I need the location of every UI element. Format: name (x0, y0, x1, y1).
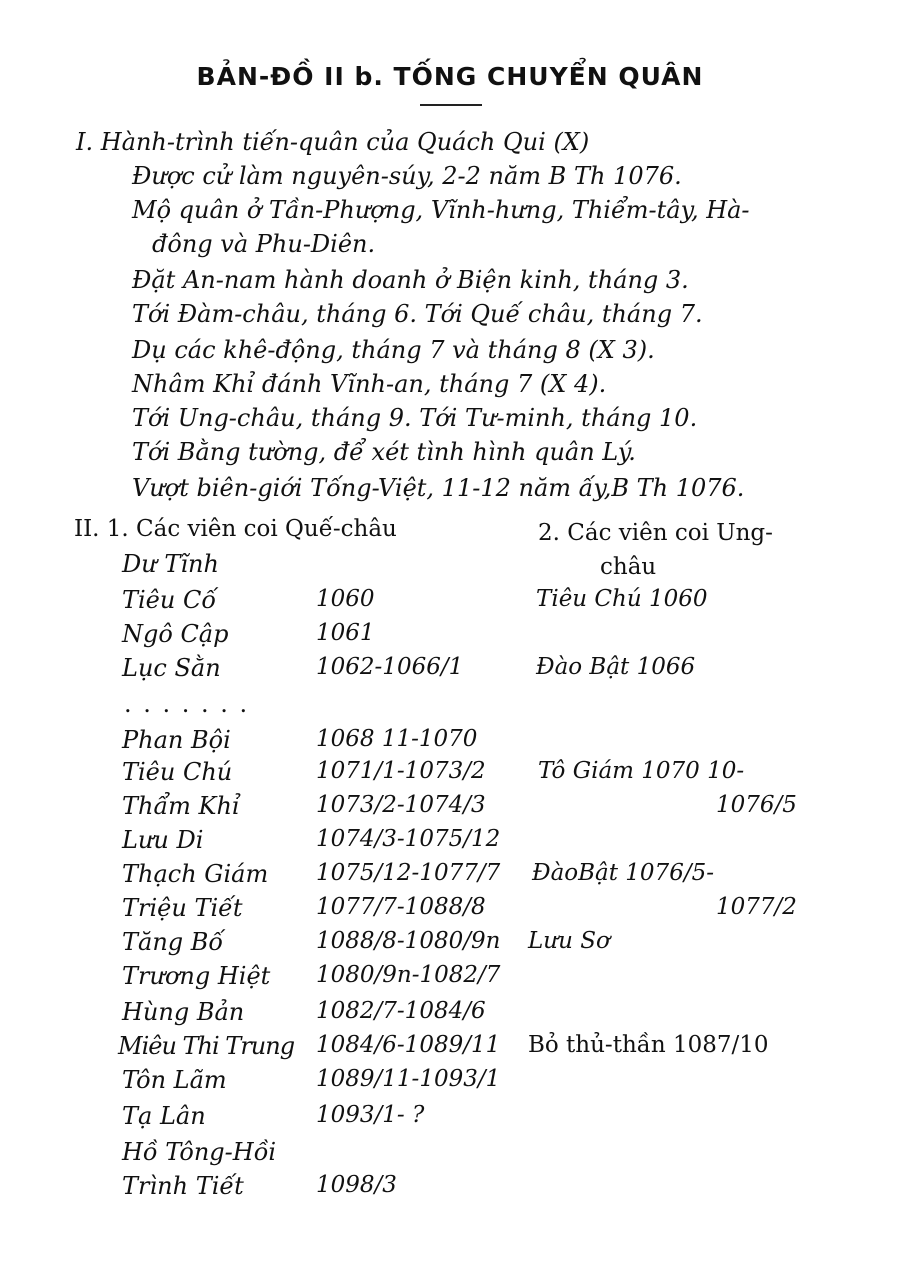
official-name: Tôn Lãm (122, 1066, 227, 1094)
section1-line: Dụ các khê-động, tháng 7 và tháng 8 (X 3). (132, 336, 655, 364)
term-dates: 1062-1066/1 (316, 654, 464, 680)
section1-line: Đặt An-nam hành doanh ở Biện kinh, tháng 3. (132, 266, 689, 294)
table-row (0, 1172, 900, 1204)
table-row (0, 998, 900, 1030)
ung-chau-official-cont: 1077/2 (716, 894, 797, 920)
official-name: Tiêu Chú (122, 758, 233, 786)
section1-line: đông và Phu-Diên. (152, 230, 376, 258)
ung-chau-official: Tiêu Chú 1060 (536, 586, 708, 612)
term-dates: 1093/1- ? (316, 1102, 425, 1128)
official-name: Dư Tĩnh (122, 550, 219, 578)
ung-chau-official: Đào Bật 1066 (536, 654, 696, 680)
term-dates: 1084/6-1089/11 (316, 1032, 501, 1058)
section1-line: Được cử làm nguyên-súy, 2-2 năm B Th 1076. (132, 162, 682, 190)
official-name: Lưu Di (122, 826, 204, 854)
section1-line: Nhâm Khỉ đánh Vĩnh-an, tháng 7 (X 4). (132, 370, 607, 398)
term-dates: 1075/12-1077/7 (316, 860, 501, 886)
section1-line: Tới Bằng tường, để xét tình hình quân Lý. (132, 438, 636, 466)
term-dates: 1068 11-1070 (316, 726, 478, 752)
official-name: Lục Sằn (122, 654, 221, 682)
ellipsis: . . . . . . . (124, 690, 250, 718)
ung-chau-official: Bỏ thủ-thần 1087/10 (528, 1032, 769, 1058)
section1-line: Tới Đàm-châu, tháng 6. Tới Quế châu, tháng 7. (132, 300, 703, 328)
official-name: Trình Tiết (122, 1172, 244, 1200)
term-dates: 1082/7-1084/6 (316, 998, 486, 1024)
table-row (0, 1138, 900, 1170)
table-row (0, 826, 900, 858)
term-dates: 1089/11-1093/1 (316, 1066, 501, 1092)
term-dates: 1077/7-1088/8 (316, 894, 486, 920)
ung-chau-official-cont: 1076/5 (716, 792, 797, 818)
term-dates: 1098/3 (316, 1172, 397, 1198)
ung-chau-official: Lưu Sơ (528, 928, 610, 954)
official-name: Tăng Bố (122, 928, 224, 956)
table-row (0, 894, 900, 926)
section2-heading-right: 2. Các viên coi Ung- (538, 520, 773, 546)
official-name: Thẩm Khỉ (122, 792, 240, 820)
table-row (0, 1066, 900, 1098)
table-row (0, 1102, 900, 1134)
table-row (0, 654, 900, 686)
term-dates: 1061 (316, 620, 375, 646)
term-dates: 1071/1-1073/2 (316, 758, 486, 784)
section2-heading-right-cont: châu (600, 554, 657, 580)
official-name: Tiêu Cố (122, 586, 217, 614)
table-row (0, 620, 900, 652)
table-row (0, 792, 900, 824)
page-title: BẢN-ĐỒ II b. TỐNG CHUYỂN QUÂN (196, 62, 704, 91)
table-row (0, 758, 900, 790)
official-name: Hồ Tông-Hồi (122, 1138, 277, 1166)
table-row (0, 928, 900, 960)
table-row (0, 860, 900, 892)
section1-line: Mộ quân ở Tần-Phượng, Vĩnh-hưng, Thiểm-tây, Hà- (132, 196, 750, 224)
table-row (0, 962, 900, 994)
title-underline (420, 104, 482, 106)
section1-heading: I. Hành-trình tiến-quân của Quách Qui (X) (76, 128, 590, 156)
official-name: Hùng Bản (122, 998, 245, 1026)
term-dates: 1074/3-1075/12 (316, 826, 501, 852)
official-name: Trương Hiệt (122, 962, 271, 990)
official-name: Miêu Thi Trung (118, 1032, 295, 1060)
section1-line: Tới Ung-châu, tháng 9. Tới Tư-minh, tháng 10. (132, 404, 698, 432)
table-row (0, 586, 900, 618)
table-row (0, 726, 900, 758)
table-row (0, 550, 900, 582)
official-name: Triệu Tiết (122, 894, 243, 922)
official-name: Phan Bội (122, 726, 231, 754)
term-dates: 1088/8-1080/9n (316, 928, 501, 954)
term-dates: 1073/2-1074/3 (316, 792, 486, 818)
official-name: Thạch Giám (122, 860, 269, 888)
term-dates: 1080/9n-1082/7 (316, 962, 501, 988)
term-dates: 1060 (316, 586, 375, 612)
section2-heading-left: II. 1. Các viên coi Quế-châu (74, 516, 397, 542)
ung-chau-official: Tô Giám 1070 10- (538, 758, 745, 784)
official-name: Ngô Cập (122, 620, 229, 648)
table-row (0, 1032, 900, 1064)
ung-chau-official: ĐàoBật 1076/5- (532, 860, 714, 886)
official-name: Tạ Lân (122, 1102, 206, 1130)
section1-line: Vượt biên-giới Tống-Việt, 11-12 năm ấy,B Th 1076. (132, 474, 745, 502)
